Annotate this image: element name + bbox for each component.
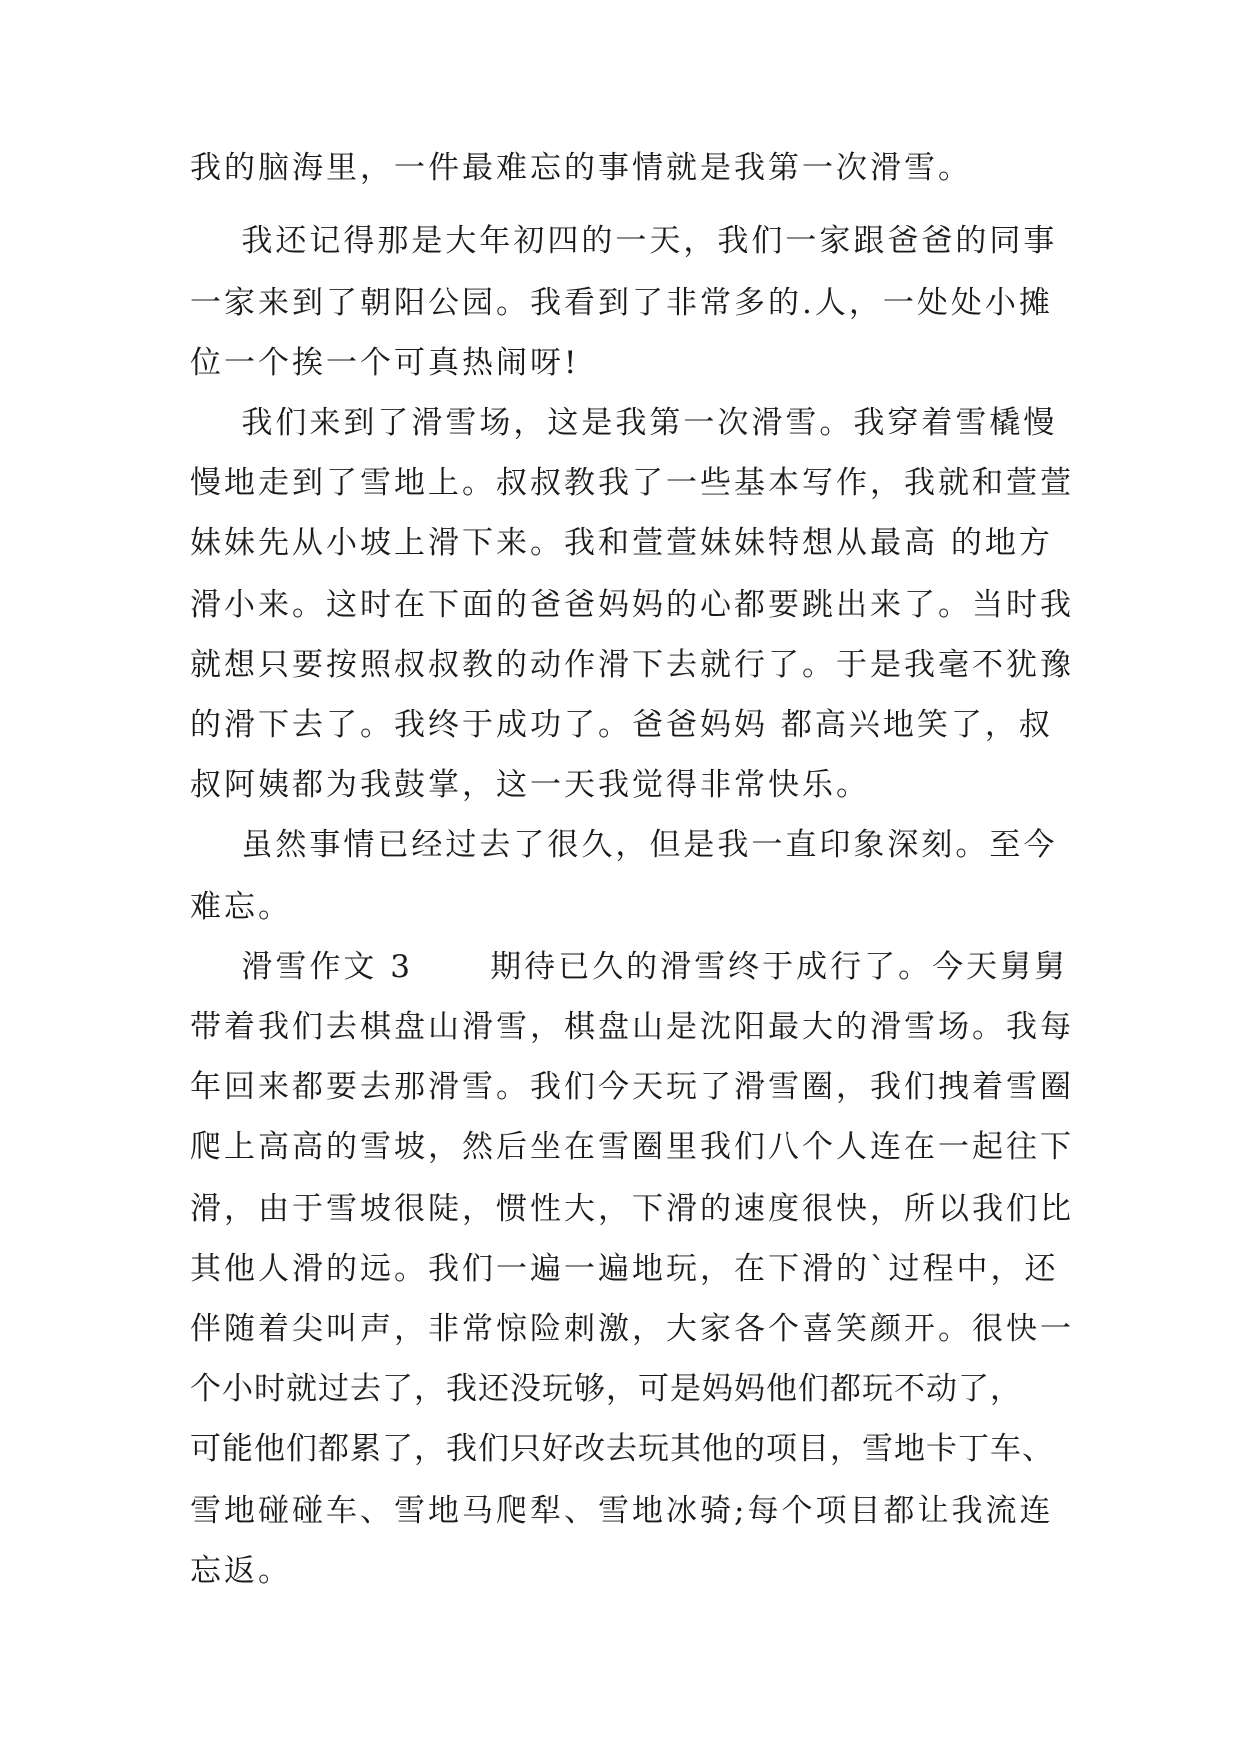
text-line: 爬上高高的雪坡，然后坐在雪圈里我们八个人连在一起往下 <box>190 1129 1074 1165</box>
text-line: 可能他们都累了，我们只好改去玩其他的项目，雪地卡丁车、 <box>190 1431 1054 1467</box>
text-line: 年回来都要去那滑雪。我们今天玩了滑雪圈，我们拽着雪圈 <box>190 1069 1074 1105</box>
text-line: 滑雪作文 3 期待已久的滑雪终于成行了。今天舅舅 <box>190 949 1069 985</box>
text-line: 个小时就过去了，我还没玩够，可是妈妈他们都玩不动了， <box>190 1371 1022 1407</box>
text-line: 虽然事情已经过去了很久，但是我一直印象深刻。至今 <box>190 827 1058 863</box>
text-line: 其他人滑的远。我们一遍一遍地玩，在下滑的`过程中，还 <box>190 1251 1059 1287</box>
text-line: 我还记得那是大年初四的一天，我们一家跟爸爸的同事 <box>190 223 1058 259</box>
text-line: 难忘。 <box>190 889 292 925</box>
text-line: 滑小来。这时在下面的爸爸妈妈的心都要跳出来了。当时我 <box>190 587 1074 623</box>
text-line: 妹妹先从小坡上滑下来。我和萱萱妹妹特想从最高 的地方 <box>190 525 1053 561</box>
text-line: 就想只要按照叔叔教的动作滑下去就行了。于是我毫不犹豫 <box>190 647 1074 683</box>
text-line: 慢地走到了雪地上。叔叔教我了一些基本写作，我就和萱萱 <box>190 465 1074 501</box>
text-line: 忘返。 <box>190 1553 292 1589</box>
text-line: 我们来到了滑雪场，这是我第一次滑雪。我穿着雪橇慢 <box>190 405 1058 441</box>
text-line: 带着我们去棋盘山滑雪，棋盘山是沈阳最大的滑雪场。我每 <box>190 1009 1074 1045</box>
text-line: 雪地碰碰车、雪地马爬犁、雪地冰骑;每个项目都让我流连 <box>190 1493 1054 1529</box>
text-line: 叔阿姨都为我鼓掌，这一天我觉得非常快乐。 <box>190 767 870 803</box>
text-line: 的滑下去了。我终于成功了。爸爸妈妈 都高兴地笑了，叔 <box>190 707 1053 743</box>
text-line: 滑，由于雪坡很陡，惯性大，下滑的速度很快，所以我们比 <box>190 1191 1074 1227</box>
text-line: 位一个挨一个可真热闹呀! <box>190 345 580 381</box>
text-line: 伴随着尖叫声，非常惊险刺激，大家各个喜笑颜开。很快一 <box>190 1311 1074 1347</box>
text-line: 一家来到了朝阳公园。我看到了非常多的.人，一处处小摊 <box>190 285 1053 321</box>
text-line: 我的脑海里，一件最难忘的事情就是我第一次滑雪。 <box>190 150 972 186</box>
